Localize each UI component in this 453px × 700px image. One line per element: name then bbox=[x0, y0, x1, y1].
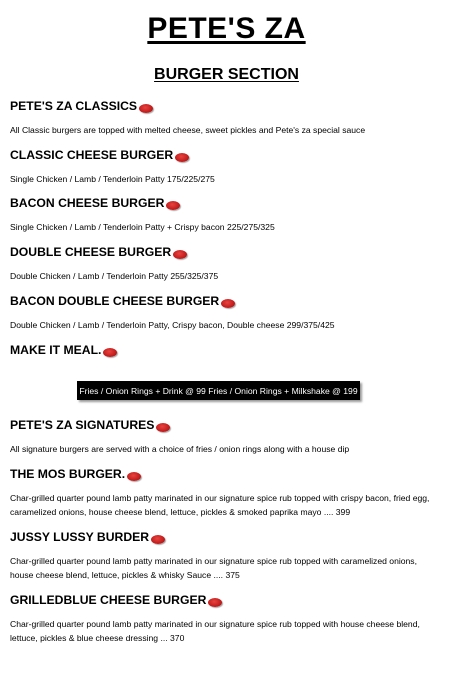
heading-petes-za-signatures bbox=[10, 418, 170, 432]
red-dot-icon bbox=[103, 348, 117, 357]
red-dot-icon bbox=[156, 423, 170, 432]
heading-jussy-lussy-burder bbox=[10, 530, 165, 544]
desc-bacon-cheese-burger: Single Chicken / Lamb / Tenderloin Patty + Crispy bacon 225/275/325 bbox=[10, 222, 275, 232]
desc-grilledblue-cheese-burger: Char-grilled quarter pound lamb patty marinated in our signature spice rub topped with house cheese blend, lettuce, pickles & blue cheese dressing ... 370 bbox=[10, 619, 420, 643]
heading-bacon-cheese-burger bbox=[10, 196, 180, 210]
heading-grilledblue-cheese-burger bbox=[10, 593, 222, 607]
desc-jussy-lussy-burder: Char-grilled quarter pound lamb patty marinated in our signature spice rub topped with caramelized onions, house cheese blend, lettuce, pickles & whisky Sauce .... 375 bbox=[10, 556, 417, 580]
red-dot-icon bbox=[208, 598, 222, 607]
meal-offer-banner: Fries / Onion Rings + Drink @ 99 Fries / Onion Rings + Milkshake @ 199 bbox=[77, 381, 360, 400]
red-dot-icon bbox=[221, 299, 235, 308]
red-dot-icon bbox=[139, 104, 153, 113]
heading-the-mos-burger bbox=[10, 467, 141, 481]
desc-the-mos-burger: Char-grilled quarter pound lamb patty marinated in our signature spice rub topped with crispy bacon, fried egg, caramelized onions, house cheese blend, lettuce, pickles & smoked paprika mayo .... 399 bbox=[10, 493, 430, 517]
red-dot-icon bbox=[127, 472, 141, 481]
desc-bacon-double-cheese-burger: Double Chicken / Lamb / Tenderloin Patty, Crispy bacon, Double cheese 299/375/425 bbox=[10, 320, 335, 330]
heading-make-it-meal bbox=[10, 343, 117, 357]
red-dot-icon bbox=[173, 250, 187, 259]
heading-label: PETE'S ZA SIGNATURES bbox=[10, 418, 155, 432]
heading-label: CLASSIC CHEESE BURGER bbox=[10, 148, 174, 162]
heading-label: JUSSY LUSSY BURDER bbox=[10, 530, 150, 544]
heading-label: DOUBLE CHEESE BURGER bbox=[10, 245, 172, 259]
desc-petes-za-signatures: All signature burgers are served with a choice of fries / onion rings along with a house dip bbox=[10, 444, 350, 454]
desc-petes-za-classics: All Classic burgers are topped with melted cheese, sweet pickles and Pete's za special sauce bbox=[10, 125, 366, 135]
heading-label: GRILLEDBLUE CHEESE BURGER bbox=[10, 593, 207, 607]
heading-label: PETE'S ZA CLASSICS bbox=[10, 99, 138, 113]
heading-label: THE MOS BURGER. bbox=[10, 467, 126, 481]
heading-label: BACON DOUBLE CHEESE BURGER bbox=[10, 294, 220, 308]
heading-petes-za-classics bbox=[10, 99, 153, 113]
heading-bacon-double-cheese-burger bbox=[10, 294, 235, 308]
heading-classic-cheese-burger bbox=[10, 148, 189, 162]
heading-label: MAKE IT MEAL. bbox=[10, 343, 102, 357]
heading-label: BACON CHEESE BURGER bbox=[10, 196, 165, 210]
desc-classic-cheese-burger: Single Chicken / Lamb / Tenderloin Patty 175/225/275 bbox=[10, 174, 215, 184]
red-dot-icon bbox=[151, 535, 165, 544]
section-title: BURGER SECTION bbox=[154, 66, 299, 83]
heading-double-cheese-burger bbox=[10, 245, 187, 259]
desc-double-cheese-burger: Double Chicken / Lamb / Tenderloin Patty 255/325/375 bbox=[10, 271, 219, 281]
page-title: PETE'S ZA bbox=[147, 12, 306, 45]
red-dot-icon bbox=[175, 153, 189, 162]
red-dot-icon bbox=[166, 201, 180, 210]
